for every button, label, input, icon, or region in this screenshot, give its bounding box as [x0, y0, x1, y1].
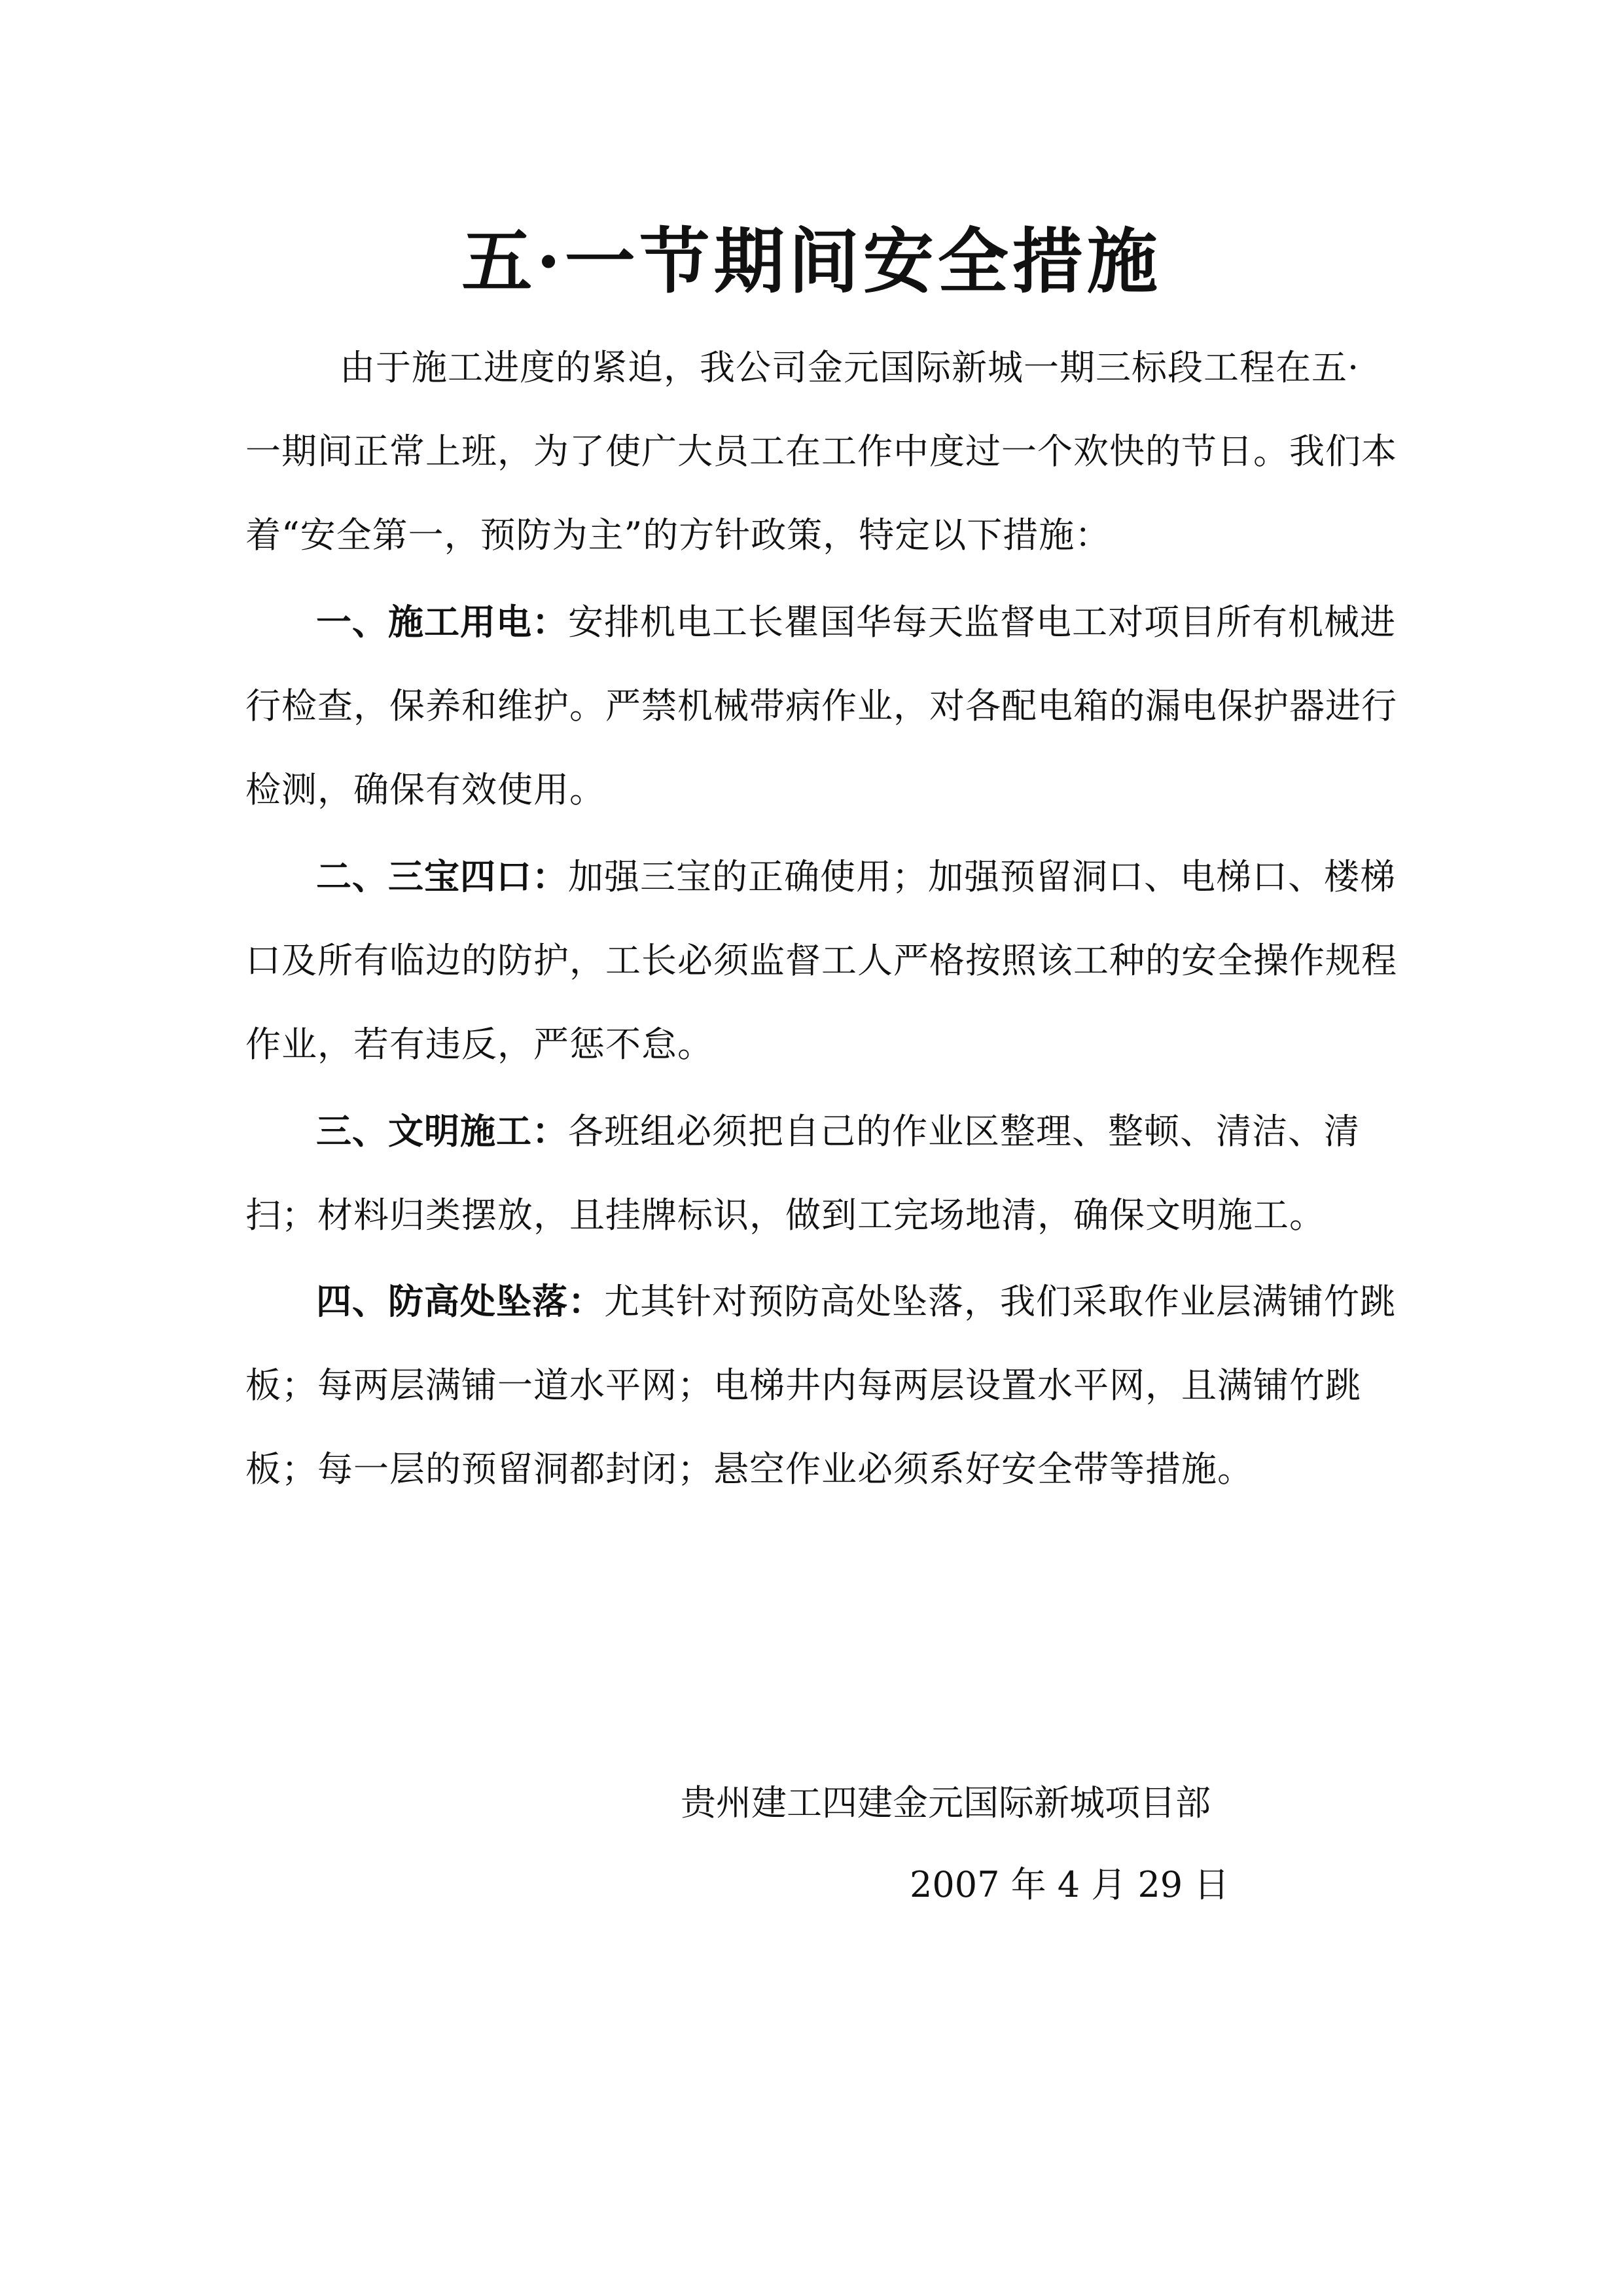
section-heading-civilized-construction: 三、文明施工：: [316, 1110, 568, 1152]
intro-paragraph: 由于施工进度的紧迫，我公司金元国际新城一期三标段工程在五· 一期间正常上班，为了使广大员工在工作中度过一个欢快的节日。我们本着“安全第一，预防为主”的方针政策，特定以下措施：: [245, 347, 1397, 556]
section-text-electricity: 安排机电工长瞿国华每天监督电工对项目所有机械进行检查，保养和维护。严禁机械带病作业，对各配电箱的漏电保护器进行检测，确保有效使用。: [245, 601, 1397, 810]
signature-organization: 贵州建工四建金元国际新城项目部: [681, 1782, 1211, 1823]
section-heading-fall-prevention: 四、防高处坠落：: [316, 1280, 604, 1322]
signature-date: 2007 年 4 月 29 日: [910, 1864, 1230, 1905]
section-paragraph-safety-gear: [245, 834, 1397, 1086]
section-heading-safety-gear: 二、三宝四口：: [316, 855, 568, 897]
section-text-safety-gear: 加强三宝的正确使用；加强预留洞口、电梯口、楼梯口及所有临边的防护，工长必须监督工人严格按照该工种的安全操作规程作业，若有违反，严惩不怠。: [245, 856, 1397, 1065]
document-title: 五·一节期间安全措施: [461, 221, 1162, 303]
section-paragraph-fall-prevention: [245, 1259, 1397, 1511]
section-text-civilized-construction: 各班组必须把自己的作业区整理、整顿、清洁、清扫；材料归类摆放，且挂牌标识，做到工完场地清，确保文明施工。: [245, 1111, 1360, 1236]
section-paragraph-electricity: [245, 580, 1397, 832]
section-text-fall-prevention: 尤其针对预防高处坠落，我们采取作业层满铺竹跳板；每两层满铺一道水平网；电梯井内每两层设置水平网，且满铺竹跳板；每一层的预留洞都封闭；悬空作业必须系好安全带等措施。: [245, 1281, 1396, 1490]
section-heading-electricity: 一、施工用电：: [316, 601, 568, 643]
section-paragraph-civilized-construction: [245, 1089, 1397, 1257]
